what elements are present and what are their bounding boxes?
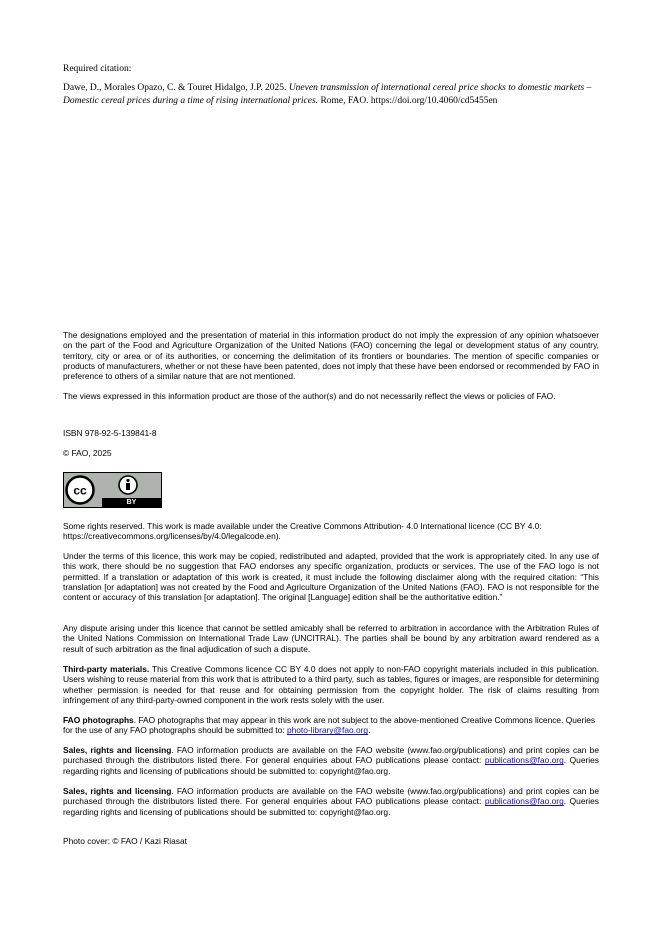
designations-disclaimer: The designations employed and the presentation of material in this information product do not imply the expression of any opinion whatsoever on the part of the Food and Agriculture Organization of the United Nations (FAO) concerning the legal or development status of any country, territory, city or area or of its authorities, or concerning the delimitation of its frontiers or boundaries. The mention of specific companies or products of manufacturers, whether or not these have been patented, does not imply that these have been endorsed or recommended by FAO in preference to others of a similar nature that are not mentioned. bbox=[63, 330, 599, 382]
cc-by-badge bbox=[63, 472, 162, 508]
third-party-text: This Creative Commons licence CC BY 4.0 does not apply to non-FAO copyright materials included in this publication. Users wishing to reuse material from this work that is attributed to a third party, such as tables, figures or images, are responsible for determining whether permission is needed for that reuse and for obtaining permission from the copyright holder. The risk of claims resulting from infringement of any third-party-owned component in the work rests solely with the user. bbox=[63, 664, 599, 705]
photo-library-link[interactable]: photo-library@fao.org bbox=[286, 725, 369, 736]
sales-heading-1: Sales, rights and licensing bbox=[63, 745, 172, 755]
publications-email-link-2[interactable]: publications@fao.org bbox=[484, 796, 564, 807]
publications-email-link-1[interactable]: publications@fao.org bbox=[484, 755, 564, 766]
views-disclaimer: The views expressed in this information product are those of the author(s) and do not necessarily reflect the views or policies of FAO. bbox=[63, 391, 556, 401]
photos-heading: FAO photographs bbox=[63, 715, 134, 725]
citation-label: Required citation: bbox=[63, 64, 132, 74]
fao-photographs bbox=[63, 715, 599, 736]
badge-by-label: BY bbox=[126, 499, 137, 506]
citation-text bbox=[63, 82, 599, 108]
sales-heading-2: Sales, rights and licensing bbox=[63, 786, 172, 796]
photos-text: . FAO photographs that may appear in this work are not subject to the above-mentioned Creative Commons licence. Queries for the use of any FAO photographs should be submitted to: bbox=[63, 715, 596, 736]
isbn: ISBN 978-92-5-139841-8 bbox=[63, 428, 157, 438]
third-party-heading: Third-party materials. bbox=[63, 664, 150, 674]
photo-cover-credit: Photo cover: © FAO / Kazi Riasat bbox=[63, 836, 187, 846]
sales-end-2: . Queries regarding rights and licensing of publications should be submitted to: copyright@fao.org. bbox=[63, 796, 599, 817]
photos-end: . bbox=[368, 725, 371, 736]
third-party-materials bbox=[63, 664, 599, 705]
citation-title: Uneven transmission of international cereal price shocks to domestic markets – Domestic cereal prices during a time of rising international prices. bbox=[63, 83, 592, 106]
citation-authors: Dawe, D., Morales Opazo, C. & Touret Hidalgo, J.P. 2025. bbox=[63, 83, 287, 93]
copyright: © FAO, 2025 bbox=[63, 448, 112, 458]
dispute-clause: Any dispute arising under this licence that cannot be settled amicably shall be referred to arbitration in accordance with the Arbitration Rules of the United Nations Commission on International Trade Law (UNCITRAL). The parties shall be bound by any arbitration award rendered as a result of such arbitration as the final adjudication of such a dispute. bbox=[63, 623, 599, 654]
sales-rights-licensing-1 bbox=[63, 745, 599, 776]
citation-publisher: Rome, FAO. https://doi.org/10.4060/cd5455en bbox=[320, 96, 498, 106]
sales-end-1: . Queries regarding rights and licensing of publications should be submitted to: copyright@fao.org. bbox=[63, 755, 599, 776]
sales-text-1: . FAO information products are available on the FAO website (www.fao.org/publications) and print copies can be purchased through the distributors listed there. For general enquiries about FAO publications please contact: bbox=[63, 745, 599, 766]
rights-reserved: Some rights reserved. This work is made available under the Creative Commons Attribution- 4.0 International licence (CC BY 4.0: https://creativecommons.org/licenses/by/4.0/legalcode.en). bbox=[63, 521, 542, 542]
sales-text-2: . FAO information products are available on the FAO website (www.fao.org/publications) and print copies can be purchased through the distributors listed there. For general enquiries about FAO publications please contact: bbox=[63, 786, 599, 807]
svg-text:cc: cc bbox=[73, 483, 87, 498]
licence-terms: Under the terms of this licence, this work may be copied, redistributed and adapted, provided that the work is appropriately cited. In any use of this work, there should be no suggestion that FAO endorses any specific organization, products or services. The use of the FAO logo is not permitted. If a translation or adaptation of this work is created, it must include the following disclaimer along with the required citation: “This translation [or adaptation] was not created by the Food and Agriculture Organization of the United Nations (FAO). FAO is not responsible for the content or accuracy of this translation [or adaptation]. The original [Language] edition shall be the authoritative edition.” bbox=[63, 551, 599, 603]
sales-rights-licensing-2 bbox=[63, 786, 599, 817]
